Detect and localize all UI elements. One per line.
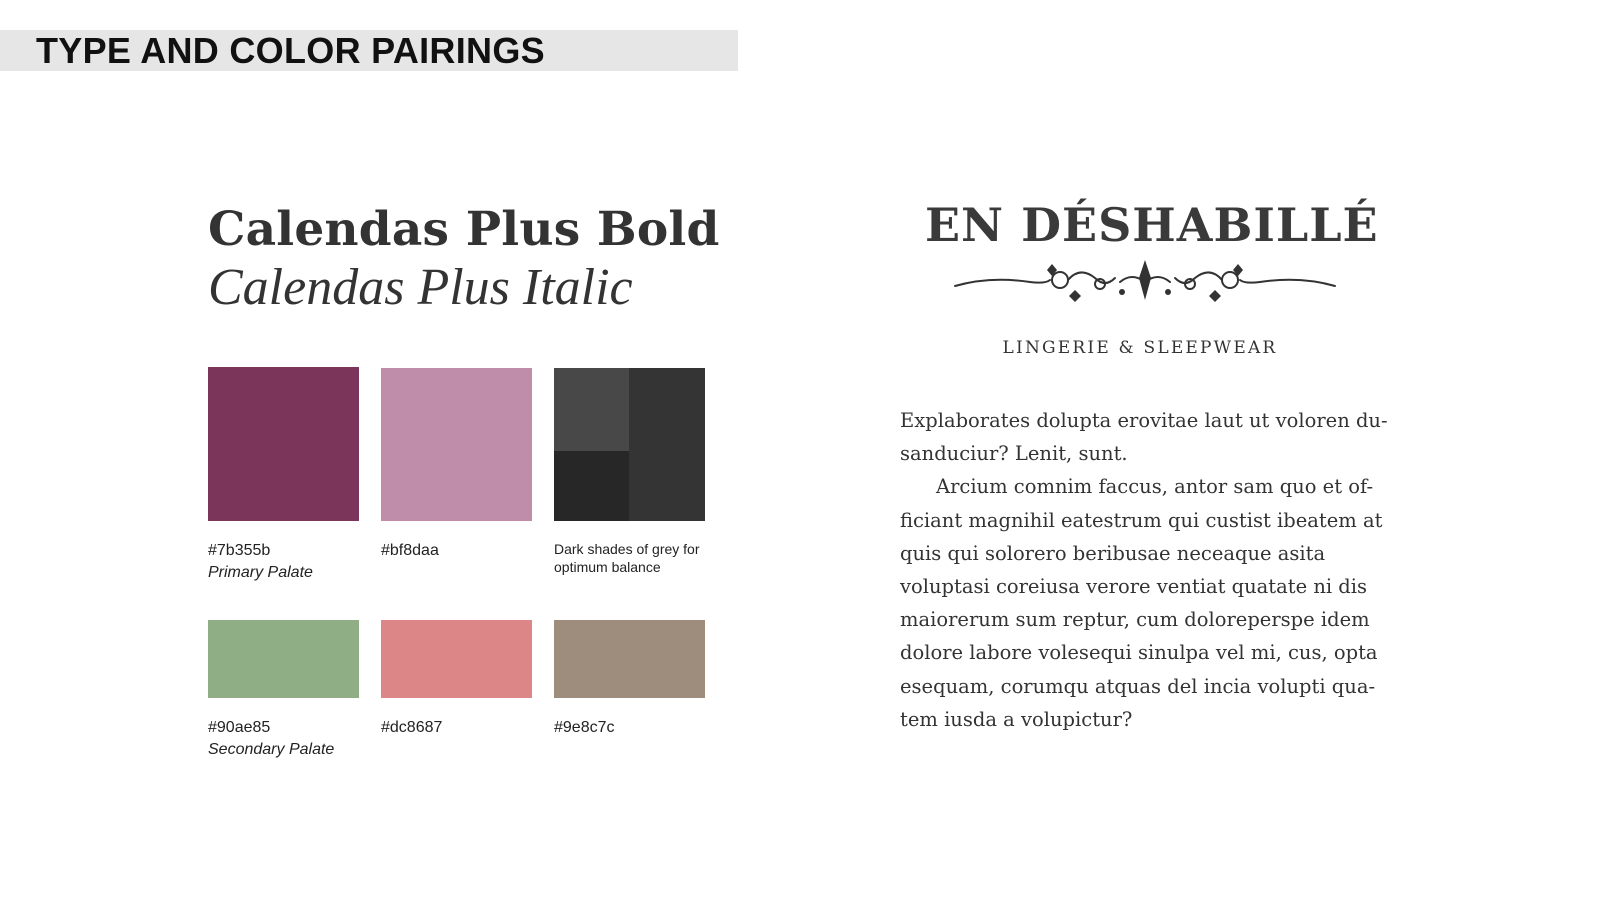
page-title: TYPE AND COLOR PAIRINGS [36,30,545,71]
secondary-palette-caption: Secondary Palate [208,741,335,758]
body-paragraph-1: Explaborates dolupta erovitae laut ut voloren du-sanduciur? Lenit, sunt. [900,409,1388,466]
primary-palette-caption: Primary Palate [208,564,313,581]
font-sample-italic: Calendas Plus Italic [208,259,633,316]
grey-swatch-light [554,368,629,451]
brand-logo-text: EN DÉSHABILLÉ [925,198,1379,252]
swatch-secondary-3-label: #9e8c7c [554,719,615,736]
swatch-secondary-1-label: #90ae85 [208,719,271,736]
flourish-ornament-icon [950,258,1340,308]
swatch-primary-2 [381,368,532,521]
swatch-primary-2-label: #bf8daa [381,542,439,559]
grey-swatch-dark [554,451,629,521]
grey-swatch-group [554,368,705,521]
grey-note: Dark shades of grey for optimum balance [554,541,700,575]
font-sample-bold: Calendas Plus Bold [208,202,720,257]
body-copy [900,404,1405,736]
swatch-secondary-1 [208,620,359,698]
swatch-secondary-2-label: #dc8687 [381,719,443,736]
swatch-primary-1 [208,367,359,521]
grey-swatch-mid [629,368,705,521]
body-paragraph-2: Arcium comnim faccus, antor sam quo et of-ficiant magnihil eatestrum qui custist ibeatem at quis qui solorero beribusae neceaque asita voluptasi coreiusa verore ventiat quatate ni dis maiorerum sum reptur, cum doloreperspe idem dolore labore volesequi sinulpa vel mi, cus, opta esequam, corumqu atquas del incia volupti qua-tem iusda a volupictur? [900,475,1383,731]
swatch-secondary-2 [381,620,532,698]
brand-tagline: LINGERIE & SLEEPWEAR [1002,338,1278,358]
swatch-primary-1-label: #7b355b [208,542,271,559]
swatch-secondary-3 [554,620,705,698]
